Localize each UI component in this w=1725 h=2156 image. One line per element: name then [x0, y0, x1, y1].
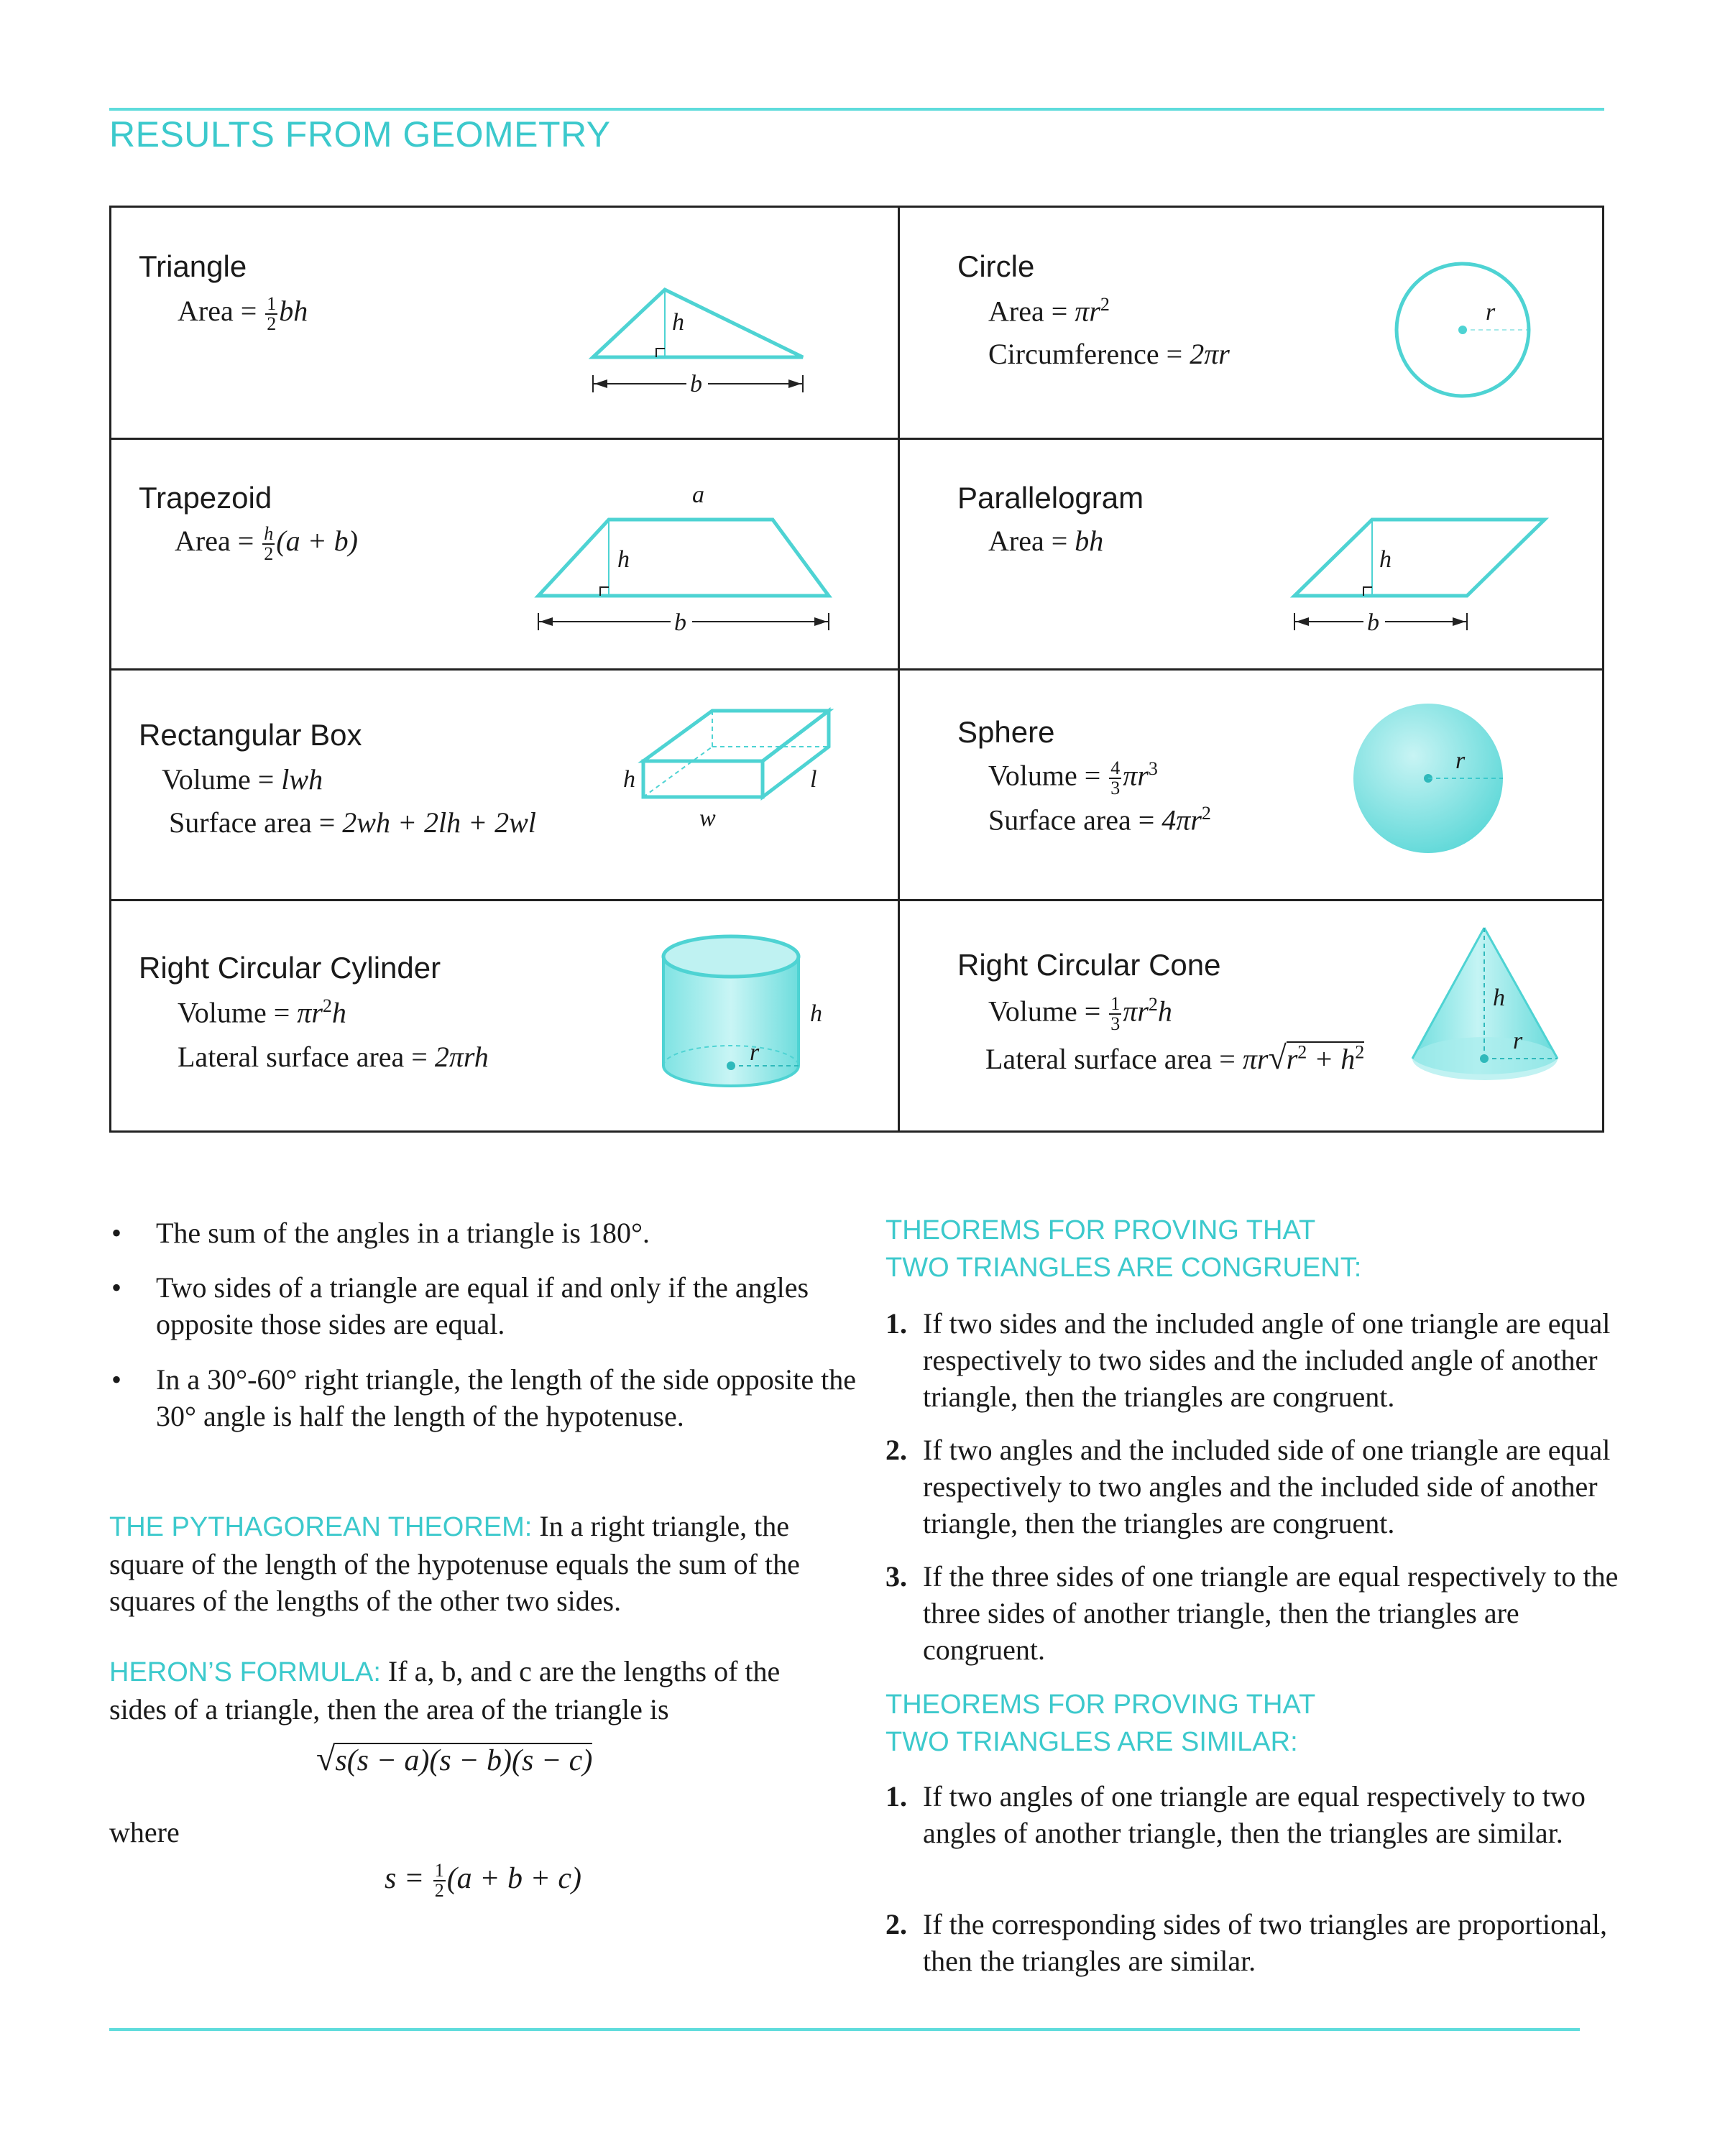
bullet-dot: • [111, 1363, 122, 1396]
cylinder-label-r: r [750, 1039, 760, 1066]
item-text: If the corresponding sides of two triangles are proportional, then the triangles are similar. [923, 1908, 1607, 1977]
sphere-surface-label: Surface area = [988, 803, 1155, 837]
box-volume-expr: lwh [281, 763, 323, 796]
frac-den: 2 [264, 543, 274, 564]
cone-label-r: r [1513, 1028, 1523, 1054]
cone-sqrt-exp: 2 [1297, 1041, 1307, 1063]
cone-volume-label: Volume = [988, 995, 1101, 1028]
item-number: 1. [886, 1780, 907, 1812]
triangle-title: Triangle [139, 249, 247, 283]
trapezoid-figure [528, 479, 845, 637]
bullet-dot: • [111, 1217, 122, 1249]
parallelogram-title: Parallelogram [957, 481, 1144, 515]
congruent-heading-line2: TWO TRIANGLES ARE CONGRUENT: [886, 1253, 1362, 1283]
s-prefix: s = [385, 1862, 425, 1895]
parallelogram-shape [1294, 520, 1545, 596]
trapezoid-label-h: h [617, 546, 630, 573]
triangle-fraction [265, 292, 277, 334]
formula-table [109, 206, 1604, 1133]
cone-sqrt-tail: + h [1307, 1043, 1356, 1075]
sphere-volume-expr: πr [1123, 759, 1149, 792]
circle-circumference-formula [988, 337, 1230, 371]
parallelogram-area-formula [988, 524, 1103, 558]
parallelogram-area-label: Area = [988, 525, 1068, 557]
heron-text: If a, b, and c are the lengths of the sides of a triangle, then the area of the triangle is [109, 1655, 781, 1726]
cylinder-volume-formula [178, 995, 346, 1029]
frac-den: 2 [434, 1880, 444, 1902]
similar-heading-line2: TWO TRIANGLES ARE SIMILAR: [886, 1727, 1298, 1757]
cone-volume-exponent: 2 [1148, 994, 1158, 1015]
sphere-label-r: r [1455, 747, 1466, 774]
top-rule [109, 108, 1604, 111]
semiperimeter-formula [385, 1861, 581, 1900]
parallelogram-label-h: h [1379, 546, 1392, 573]
table-divider-row1 [111, 438, 1602, 440]
sphere-volume-exponent: 3 [1148, 758, 1158, 779]
heron-heading: HERON’S FORMULA: [109, 1657, 381, 1687]
frac-num: 1 [267, 292, 277, 314]
box-surface-label: Surface area = [169, 806, 336, 839]
bullet-text: The sum of the angles in a triangle is 180°. [156, 1217, 650, 1249]
circle-figure [1384, 251, 1542, 409]
parallelogram-label-b: b [1367, 609, 1379, 636]
heron-sqrt-formula [316, 1739, 592, 1779]
heron-where: where [109, 1816, 180, 1848]
sphere-volume-label: Volume = [988, 759, 1101, 792]
sqrt-sign: √ [316, 1740, 336, 1778]
cylinder-volume-exponent: 2 [322, 995, 332, 1016]
s-tail: (a + b + c) [446, 1862, 581, 1895]
item-text: If two angles and the included side of one triangle are equal respectively to two angles and the included side of another triangle, then the triangles are congruent. [923, 1434, 1611, 1539]
congruent-heading-line1: THEOREMS FOR PROVING THAT [886, 1215, 1316, 1245]
box-surface-formula [169, 806, 536, 839]
trapezoid-area-label: Area = [175, 525, 254, 557]
circle-label-r: r [1486, 299, 1496, 326]
box-side-face [763, 711, 829, 797]
triangle-label-b: b [690, 371, 702, 397]
item-number: 3. [886, 1560, 907, 1593]
item-number: 1. [886, 1307, 907, 1340]
trapezoid-area-formula [175, 524, 358, 563]
sphere-surface-formula [988, 803, 1211, 837]
box-volume-formula [162, 763, 323, 796]
cone-lsa-label: Lateral surface area = [985, 1043, 1236, 1075]
item-text: If two angles of one triangle are equal respectively to two angles of another triangle, then the triangles are similar. [923, 1780, 1586, 1849]
sqrt-sign: √ [1268, 1039, 1287, 1076]
pythagorean-text: In a right triangle, the square of the length of the hypotenuse equals the sum of the squares of the lengths of the other two sides. [109, 1510, 800, 1617]
circle-area-exponent: 2 [1100, 294, 1110, 315]
box-volume-label: Volume = [162, 763, 275, 796]
trapezoid-label-b: b [674, 609, 686, 636]
cone-lsa-expr: πr [1242, 1043, 1269, 1075]
frac-num: 1 [434, 1860, 444, 1881]
cylinder-figure [658, 929, 873, 1109]
cylinder-label-h: h [810, 1000, 822, 1027]
cone-fraction [1109, 995, 1121, 1033]
triangle-area-expr: bh [279, 295, 308, 327]
triangle-label-h: h [672, 309, 684, 336]
sphere-surface-expr: 4πr [1162, 803, 1202, 837]
page-title: RESULTS FROM GEOMETRY [109, 114, 611, 155]
cone-figure [1405, 919, 1578, 1106]
box-surface-expr: 2wh + 2lh + 2wl [342, 806, 536, 839]
circle-circ-expr: 2πr [1190, 338, 1230, 370]
trapezoid-fraction [262, 522, 275, 564]
triangle-shape [593, 290, 803, 357]
trapezoid-title: Trapezoid [139, 481, 272, 515]
s-fraction [433, 1861, 446, 1900]
congruent-heading [886, 1212, 1361, 1286]
item-text: If two sides and the included angle of one triangle are equal respectively to two sides and the included angle of another triangle, then the triangles are congruent. [923, 1307, 1611, 1413]
trapezoid-label-a: a [692, 482, 704, 508]
cylinder-volume-expr-a: πr [297, 996, 323, 1029]
parallelogram-figure [1283, 510, 1556, 639]
trapezoid-shape [538, 520, 829, 596]
table-divider-row3 [111, 899, 1602, 901]
circle-circ-label: Circumference = [988, 338, 1183, 370]
box-label-h: h [623, 766, 635, 793]
bullet-dot: • [111, 1271, 122, 1304]
cone-lsa-formula [985, 1038, 1364, 1077]
cylinder-title: Right Circular Cylinder [139, 951, 441, 985]
box-title: Rectangular Box [139, 718, 362, 752]
circle-area-label: Area = [988, 295, 1068, 328]
item-text: If the three sides of one triangle are equal respectively to the three sides of another triangle, then the triangles are congruent. [923, 1560, 1619, 1666]
item-number: 2. [886, 1908, 907, 1940]
frac-den: 2 [267, 313, 277, 334]
triangle-area-label: Area = [178, 295, 257, 327]
cone-volume-expr-b: h [1157, 995, 1172, 1028]
item-number: 2. [886, 1434, 907, 1466]
box-label-l: l [810, 766, 817, 793]
sphere-volume-formula [988, 758, 1158, 798]
sphere-figure [1333, 694, 1563, 866]
similar-heading [886, 1686, 1315, 1761]
heron-radicand: s(s − a)(s − b)(s − c) [335, 1744, 593, 1777]
cone-volume-expr-a: πr [1123, 995, 1149, 1028]
box-top-face [643, 711, 829, 761]
box-figure [615, 704, 873, 847]
frac-den: 3 [1110, 778, 1121, 799]
bottom-rule [109, 2028, 1580, 2031]
cylinder-lsa-label: Lateral surface area = [178, 1041, 428, 1073]
triangle-area-formula [178, 294, 308, 333]
frac-num: h [264, 522, 274, 544]
pythagorean-heading: THE PYTHAGOREAN THEOREM: [109, 1512, 533, 1542]
bullet-text: In a 30°-60° right triangle, the length of the side opposite the 30° angle is half the length of the hypotenuse. [156, 1363, 856, 1432]
trapezoid-area-expr: (a + b) [276, 525, 358, 557]
frac-num: 4 [1110, 757, 1121, 779]
cylinder-volume-label: Volume = [178, 996, 290, 1029]
cone-volume-formula [988, 994, 1172, 1033]
frac-den: 3 [1110, 1013, 1121, 1035]
sphere-title: Sphere [957, 715, 1055, 749]
table-divider-row2 [111, 668, 1602, 671]
similar-heading-line1: THEOREMS FOR PROVING THAT [886, 1690, 1316, 1720]
circle-title: Circle [957, 249, 1035, 283]
sphere-surface-exponent: 2 [1201, 803, 1211, 824]
box-front-face [643, 761, 763, 797]
cylinder-lsa-formula [178, 1040, 489, 1074]
circle-area-formula [988, 294, 1110, 328]
cone-sqrt-r: r [1286, 1043, 1298, 1075]
circle-area-expr: πr [1075, 295, 1100, 328]
cone-title: Right Circular Cone [957, 948, 1221, 982]
cone-sqrt-radicand [1287, 1041, 1365, 1075]
heron-formula [109, 1653, 842, 1728]
frac-num: 1 [1110, 993, 1121, 1015]
cone-label-h: h [1493, 985, 1505, 1011]
bullet-text: Two sides of a triangle are equal if and only if the angles opposite those sides are equal. [156, 1271, 809, 1340]
cylinder-volume-expr-b: h [331, 996, 346, 1029]
cylinder-top [663, 936, 799, 977]
pythagorean-theorem [109, 1508, 842, 1619]
sphere-fraction [1109, 759, 1121, 798]
cylinder-lsa-expr: 2πrh [434, 1041, 489, 1073]
cone-sqrt-exp2: 2 [1355, 1041, 1365, 1063]
triangle-figure [579, 280, 823, 423]
parallelogram-area-expr: bh [1075, 525, 1104, 557]
box-label-w: w [699, 805, 716, 831]
